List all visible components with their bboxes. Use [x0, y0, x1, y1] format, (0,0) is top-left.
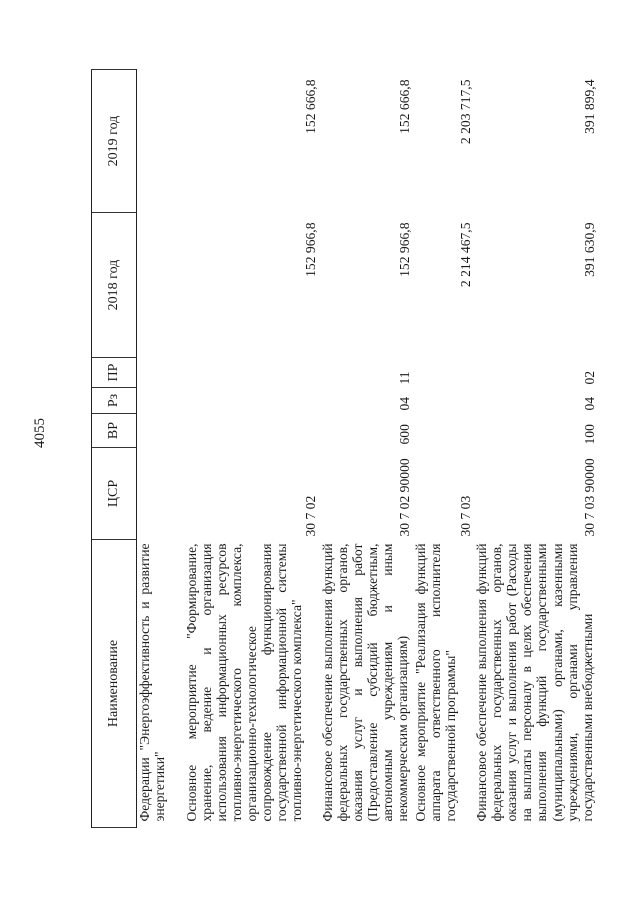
- row-csr: [137, 448, 183, 540]
- row-csr: 30 7 02 90000: [396, 458, 412, 537]
- row-rz: [183, 388, 319, 414]
- header-2018: 2018 год: [92, 213, 137, 358]
- row-pr: 11: [396, 371, 412, 385]
- table-row: [319, 70, 413, 828]
- header-name: Наименование: [92, 540, 137, 828]
- table-header-row: [92, 70, 137, 828]
- row-name: Основное мероприятие "Формирование, хранение, ведение и организация использования информационных ресурсов топливно-энергетического комплекса, организационно-технологическое сопровождение функционирования государственной информационной системы топливно-энергетического комплекса": [183, 543, 305, 822]
- table-row: [473, 70, 597, 828]
- row-vr: [137, 414, 183, 448]
- row-2018: [137, 213, 183, 358]
- budget-table-sheet: [91, 70, 597, 828]
- row-2018: 152 966,8: [303, 222, 319, 277]
- row-2019: 2 203 717,5: [457, 79, 473, 145]
- row-csr: 30 7 03 90000: [581, 458, 597, 537]
- table-row: [137, 70, 183, 828]
- header-vr: ВР: [92, 414, 137, 448]
- row-vr: [412, 414, 473, 448]
- row-2019: 391 899,4: [581, 79, 597, 134]
- row-csr: 30 7 03: [457, 495, 473, 537]
- row-name: Федерации "Энергоэффективность и развитие энергетики": [137, 543, 168, 822]
- table-row: [412, 70, 473, 828]
- row-rz: [412, 388, 473, 414]
- header-rz: Рз: [92, 388, 137, 414]
- row-vr: 600: [396, 424, 412, 445]
- row-2018: 152 966,8: [396, 222, 412, 277]
- header-csr: ЦСР: [92, 448, 137, 540]
- row-2019: 152 666,8: [396, 79, 412, 134]
- page-number: 4055: [32, 418, 48, 448]
- row-name: Основное мероприятие "Реализация функций аппарата ответственного исполнителя государственной программы": [413, 543, 459, 822]
- header-2019: 2019 год: [92, 70, 137, 213]
- row-csr: 30 7 02: [303, 495, 319, 537]
- row-rz: 04: [581, 396, 597, 411]
- row-rz: [137, 388, 183, 414]
- row-vr: [183, 414, 319, 448]
- row-pr: 02: [581, 370, 597, 385]
- row-2019: 152 666,8: [303, 79, 319, 134]
- row-name: Финансовое обеспечение выполнения функций федеральных государственных органов, оказания услуг и выполнения работ (Расходы на выплаты персоналу в целях обеспечения выполнения функций государственными (муниципальными) органами, казенными учреждениями, органами управления государственными внебюджетными: [474, 543, 595, 822]
- header-pr: ПР: [92, 358, 137, 388]
- row-2018: 2 214 467,5: [457, 222, 473, 288]
- row-rz: 04: [396, 396, 412, 411]
- row-pr: [412, 358, 473, 388]
- row-2019: [137, 70, 183, 213]
- row-name: Финансовое обеспечение выполнения функций федеральных государственных органов, оказания услуг и выполнения работ (Предоставление субсидий бюджетным, автономным учреждениям и иным некоммерческим организациям): [319, 543, 410, 822]
- row-2018: 391 630,9: [581, 222, 597, 277]
- row-pr: [183, 358, 319, 388]
- table-row: [183, 70, 319, 828]
- row-pr: [137, 358, 183, 388]
- row-vr: 100: [581, 424, 597, 445]
- budget-table: [91, 69, 597, 828]
